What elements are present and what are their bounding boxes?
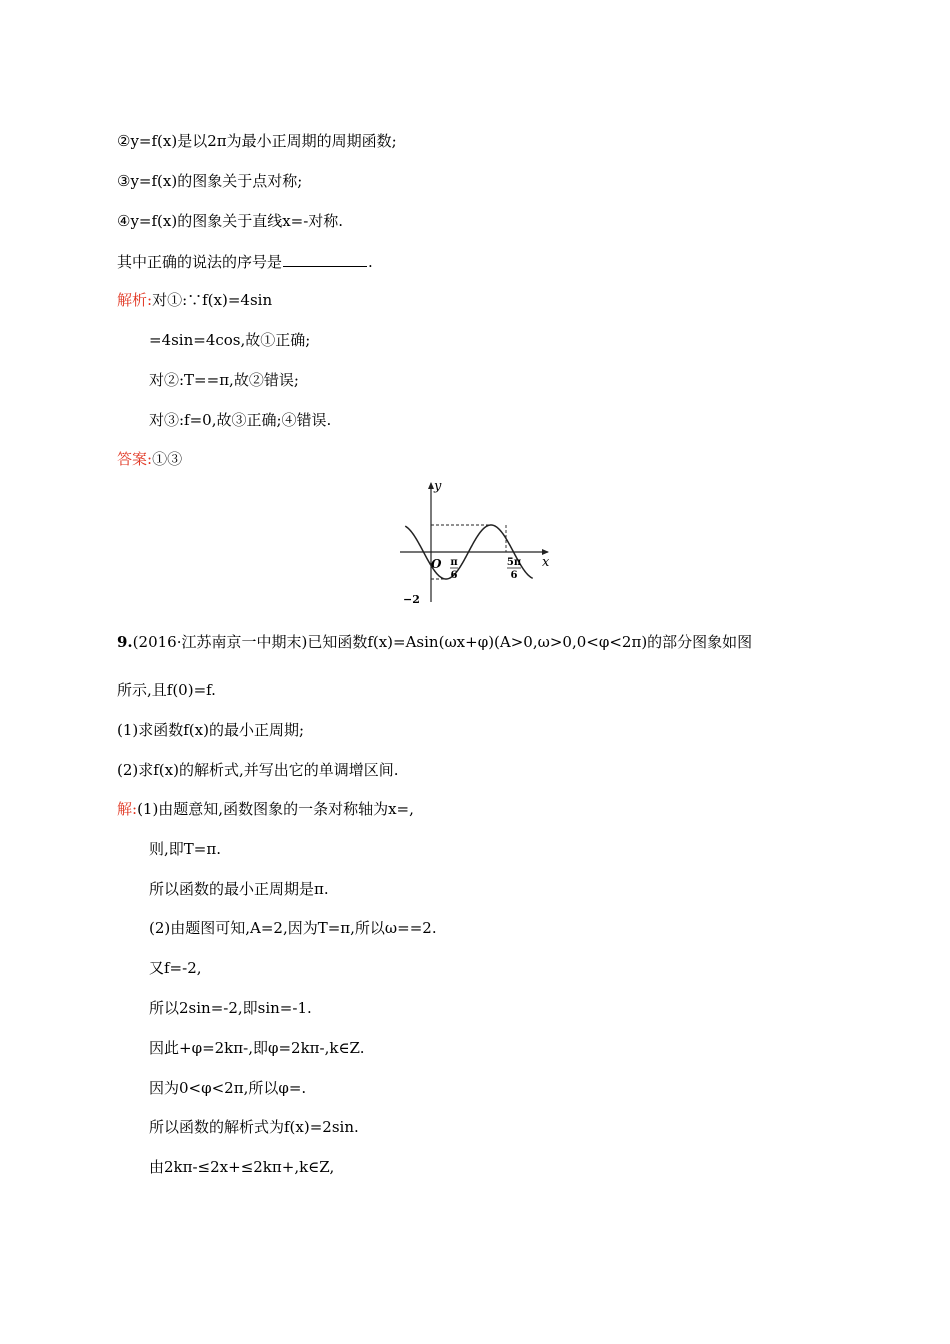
solution-line-9: 所以函数的解析式为f(x)=2sin. bbox=[149, 1118, 359, 1136]
problem-number: 9. bbox=[117, 633, 133, 651]
solution-line-7: 因此+φ=2kπ-,即φ=2kπ-,k∈Z. bbox=[149, 1039, 365, 1057]
solution-line-2: 则,即T=π. bbox=[149, 840, 221, 858]
subquestion-2: (2)求f(x)的解析式,并写出它的单调增区间. bbox=[117, 761, 399, 779]
analysis-line-3: 对②:T==π,故②错误; bbox=[149, 371, 299, 389]
solution-line-8: 因为0<φ<2π,所以φ=. bbox=[149, 1079, 307, 1097]
origin-label: O bbox=[431, 557, 442, 571]
question-prompt: 其中正确的说法的序号是 . bbox=[117, 250, 373, 272]
min-value-label: −2 bbox=[403, 593, 420, 606]
analysis-line-4: 对③:f=0,故③正确;④错误. bbox=[149, 411, 332, 429]
solution-line-10: 由2kπ-≤2x+≤2kπ+,k∈Z, bbox=[149, 1158, 335, 1176]
solution-line-3: 所以函数的最小正周期是π. bbox=[149, 880, 329, 898]
tick-5pi-6-numerator: 5π bbox=[506, 557, 522, 568]
answer-label: 答案: bbox=[117, 450, 153, 468]
solution-label: 解: bbox=[117, 800, 138, 818]
answer-blank bbox=[283, 250, 367, 267]
analysis-line-1: 解析:对①:∵f(x)=4sin bbox=[117, 291, 273, 309]
statement-3: ③y=f(x)的图象关于点对称; bbox=[117, 172, 303, 190]
x-axis-label: x bbox=[542, 555, 550, 570]
analysis-line-2: =4sin=4cos,故①正确; bbox=[149, 331, 311, 349]
tick-pi-6-denominator: 6 bbox=[450, 570, 458, 581]
analysis-label: 解析: bbox=[117, 291, 153, 309]
tick-pi-6-numerator: π bbox=[450, 557, 458, 568]
y-axis-label: y bbox=[434, 479, 442, 494]
sine-graph-figure bbox=[398, 478, 558, 606]
answer-line: 答案:①③ bbox=[117, 450, 183, 468]
problem-9-line-2: 所示,且f(0)=f. bbox=[117, 681, 216, 699]
solution-line-1: 解:(1)由题意知,函数图象的一条对称轴为x=, bbox=[117, 800, 414, 818]
statement-4: ④y=f(x)的图象关于直线x=-对称. bbox=[117, 212, 344, 230]
solution-line-6: 所以2sin=-2,即sin=-1. bbox=[149, 999, 312, 1017]
solution-line-4: (2)由题图可知,A=2,因为T=π,所以ω==2. bbox=[149, 919, 437, 937]
solution-line-5: 又f=-2, bbox=[149, 959, 202, 977]
statement-2: ②y=f(x)是以2π为最小正周期的周期函数; bbox=[117, 132, 397, 150]
problem-9-line-1: 9.(2016·江苏南京一中期末)已知函数f(x)=Asin(ωx+φ)(A>0,ω>0,0<φ<2π)的部分图象如图 bbox=[117, 633, 753, 651]
tick-5pi-6-denominator: 6 bbox=[510, 570, 518, 581]
subquestion-1: (1)求函数f(x)的最小正周期; bbox=[117, 721, 305, 739]
